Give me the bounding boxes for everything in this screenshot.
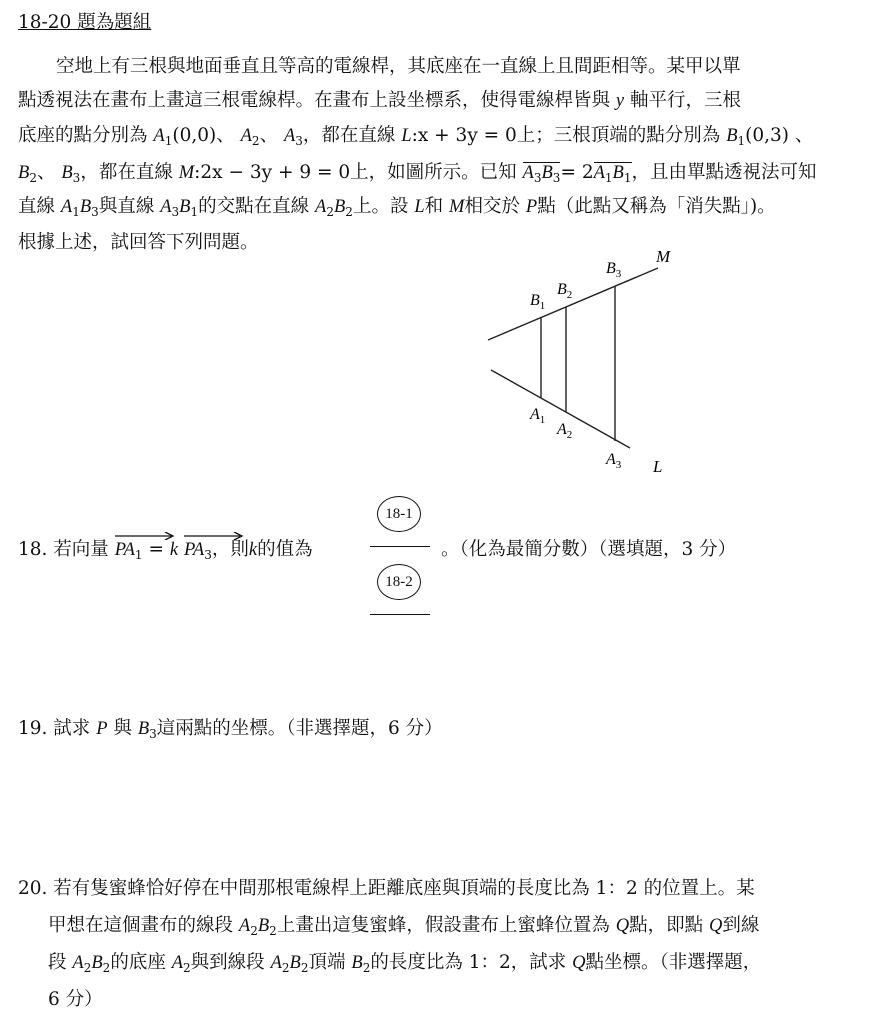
question-20-line-3: 段 $A_2B_2$的底座 $A_2$與到線段 $A_2B_2$頂端 $B_2$的長度比為 1：2，試求 Q點坐標。（非選擇題， — [48, 952, 762, 975]
label-b3: $B_3$ — [606, 260, 622, 280]
fraction-bar — [370, 546, 430, 547]
intro-line-3: 底座的點分別為 $A_1(0,0)$、 $A_2$、 $A_3$，都在直線 L:x + 3y = 0上；三根頂端的點分別為 $B_1(0,3)$ 、 — [18, 125, 814, 148]
label-a1: $A_1$ — [530, 406, 546, 426]
line-m — [488, 268, 658, 340]
intro-line-4: $B_2$、 $B_3$，都在直線 M:2x − 3y + 9 = 0上，如圖所示。已知 $A_3B_3= 2A_1B_1$，且由單點透視法可知 — [18, 162, 817, 185]
question-20-line-4: 6 分） — [48, 989, 103, 1010]
intro-line-1: 空地上有三根與地面垂直且等高的電線桿，其底座在一直線上且間距相等。某甲以單 — [56, 56, 741, 77]
label-a2: $A_2$ — [557, 421, 573, 441]
label-m: M — [656, 247, 671, 266]
label-b1: $B_1$ — [530, 292, 546, 312]
question-19: 19. 試求 P 與 $B_3$這兩點的坐標。（非選擇題，6 分） — [18, 718, 443, 741]
label-b2: $B_2$ — [557, 281, 573, 301]
label-a3: $A_3$ — [606, 451, 622, 471]
answer-underline — [370, 614, 430, 615]
question-20-line-2: 甲想在這個畫布的線段 $A_2B_2$上畫出這隻蜜蜂，假設畫布上蜜蜂位置為 Q點，即點 Q到線 — [48, 915, 760, 938]
intro-line-2: 點透視法在畫布上畫這三根電線桿。在畫布上設坐標系，使得電線桿皆與 y 軸平行，三根 — [18, 90, 742, 111]
question-18: 18. 若向量 $PA_1 = k$ $PA_3$，則k的值為 — [18, 541, 313, 561]
question-18-note: 。（化為最簡分數）（選填題，3 分） — [441, 539, 737, 560]
answer-box-18-1[interactable]: 18-1 — [377, 496, 421, 532]
label-l: L — [653, 457, 663, 476]
group-heading: 18-20 題為題組 — [18, 12, 152, 33]
intro-line-6: 根據上述，試回答下列問題。 — [18, 232, 259, 253]
question-20-line-1: 20. 若有隻蜜蜂恰好停在中間那根電線桿上距離底座與頂端的長度比為 1：2 的位置上。某 — [18, 878, 755, 899]
intro-line-5: 直線 $A_1B_3$與直線 $A_3B_1$的交點在直線 $A_2B_2$上。設 L和 M相交於 P點（此點又稱為「消失點」)。 — [18, 196, 776, 219]
perspective-figure — [470, 240, 710, 480]
answer-box-18-2[interactable]: 18-2 — [377, 564, 421, 600]
